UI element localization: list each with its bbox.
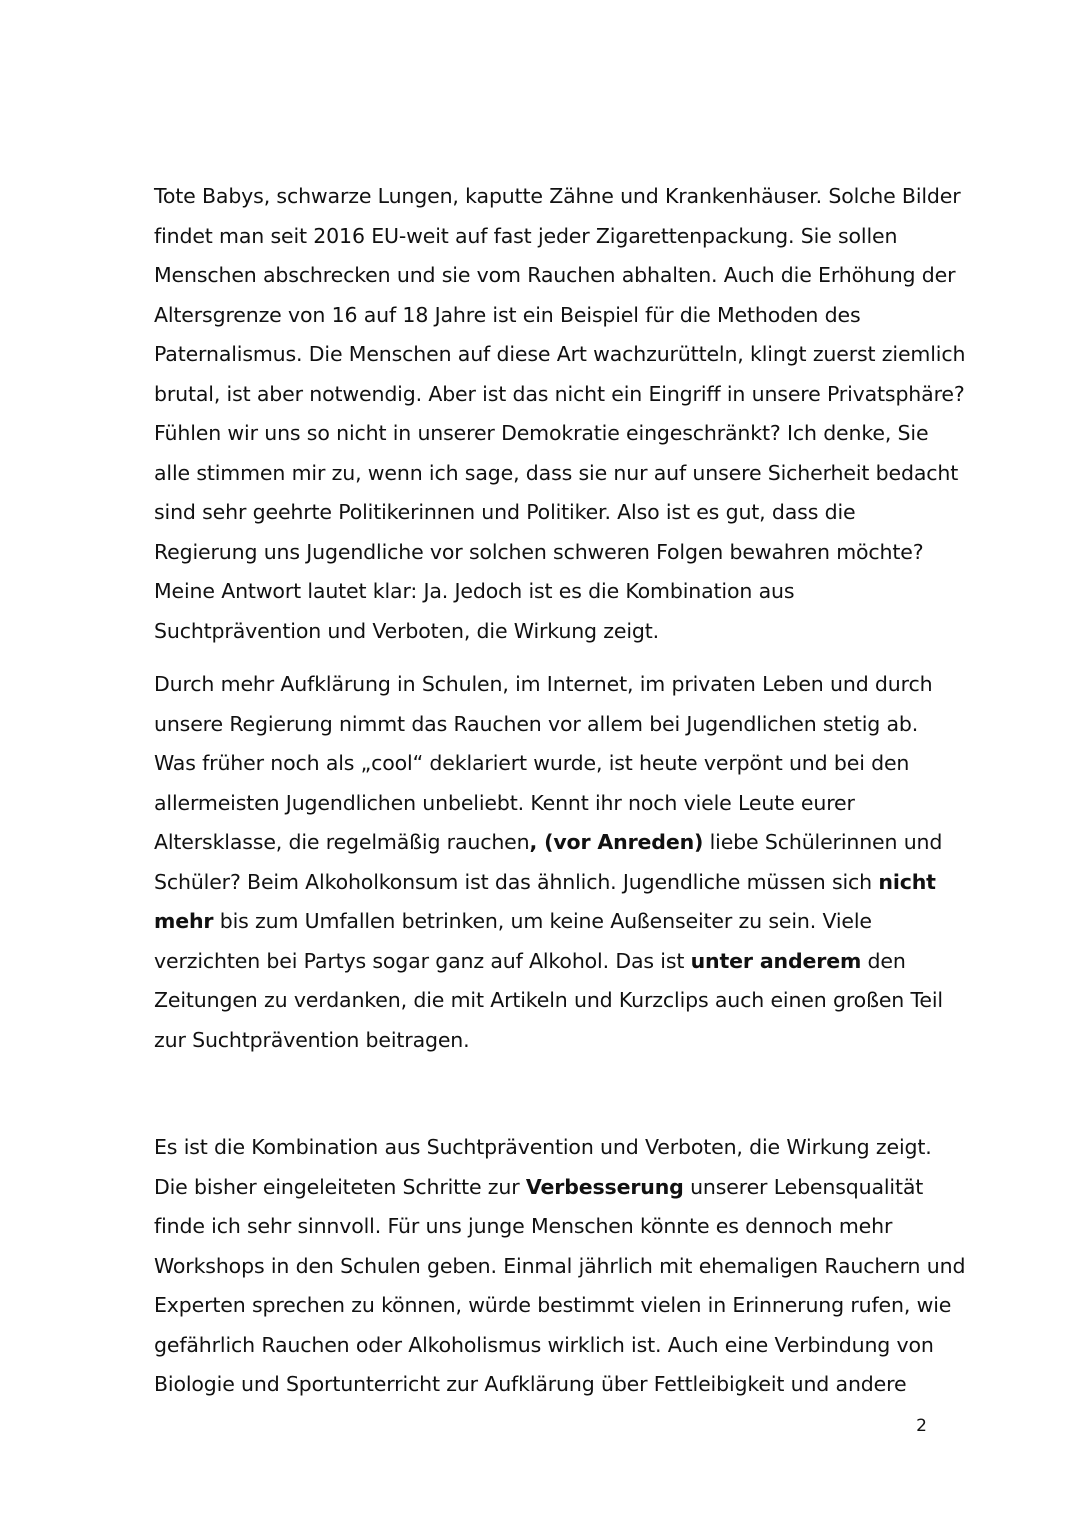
text-line [154,454,959,494]
text-line [154,1207,944,1247]
text-line [154,1128,944,1168]
text-line [154,705,944,745]
text-run: Altersklasse, die regelmäßig rauchen [154,830,530,854]
bold-text-run: unter anderem [690,948,862,973]
text-run: Die bisher eingeleiteten Schritte zur [154,1174,526,1199]
text-run: Was früher noch als „cool“ deklariert wurde, ist heute verpönt und bei den [154,751,910,775]
text-line [154,1286,952,1326]
text-line [154,784,944,824]
text-line [154,863,944,903]
text-line [154,981,944,1021]
paragraph-combination [154,1128,966,1405]
text-run: unserer Lebensqualität [683,1174,924,1199]
text-line [154,256,956,296]
text-line [154,177,961,217]
text-run: liebe Schülerinnen und [703,830,943,854]
text-line [154,375,965,415]
text-run: Suchtprävention und Verboten, die Wirkung zeigt. [154,618,660,643]
bold-text-run: mehr [154,909,214,933]
text-line [154,612,944,652]
text-line [154,823,944,863]
bold-text-run: nicht [878,869,936,894]
text-run: Regierung uns Jugendliche vor solchen schweren Folgen bewahren möchte? [154,539,924,564]
text-run: Tote Babys, schwarze Lungen, kaputte Zähne und Krankenhäuser. Solche Bilder [154,184,961,208]
text-run: Workshops in den Schulen geben. Einmal jährlich mit ehemaligen Rauchern und [154,1253,966,1278]
text-run: findet man seit 2016 EU-weit auf fast jeder Zigarettenpackung. Sie sollen [154,223,898,248]
text-run: Experten sprechen zu können, würde bestimmt vielen in Erinnerung rufen, wie [154,1293,952,1317]
text-run: Altersgrenze von 16 auf 18 Jahre ist ein Beispiel für die Methoden des [154,302,861,327]
text-line [154,942,944,982]
text-line [154,335,966,375]
text-line [154,217,944,257]
text-line [154,744,944,784]
text-run: brutal, ist aber notwendig. Aber ist das nicht ein Eingriff in unsere Privatsphäre? [154,381,965,406]
text-line [154,665,944,705]
text-run: finde ich sehr sinnvoll. Für uns junge Menschen könnte es dennoch mehr [154,1214,893,1238]
text-run: allermeisten Jugendlichen unbeliebt. Kennt ihr noch viele Leute eurer [154,790,855,815]
text-run: Zeitungen zu verdanken, die mit Artikeln und Kurzclips auch einen großen Teil [154,988,943,1012]
text-run: Schüler? Beim Alkoholkonsum ist das ähnlich. Jugendliche müssen sich [154,869,879,894]
text-run: Es ist die Kombination aus Suchtprävention und Verboten, die Wirkung zeigt. [154,1135,932,1159]
text-line [154,533,944,573]
text-line [154,902,944,942]
text-run: Meine Antwort lautet klar: Ja. Jedoch ist es die Kombination aus [154,579,795,603]
text-run: zur Suchtprävention beitragen. [154,1027,470,1052]
bold-text-run: Verbesserung [525,1174,684,1199]
text-line [154,414,944,454]
text-run: gefährlich Rauchen oder Alkoholismus wirklich ist. Auch eine Verbindung von [154,1332,934,1357]
text-line [154,296,944,336]
text-line [154,1326,944,1366]
paragraph-intro [154,177,966,651]
paragraph-prevention [154,665,944,1060]
text-line [154,1168,944,1208]
text-run: bis zum Umfallen betrinken, um keine Außenseiter zu sein. Viele [213,909,872,933]
text-run: verzichten bei Partys sogar ganz auf Alkohol. Das ist [154,948,691,973]
text-line [154,1247,966,1287]
text-run: unsere Regierung nimmt das Rauchen vor allem bei Jugendlichen stetig ab. [154,711,919,736]
bold-text-run: , (vor Anreden) [529,830,704,854]
text-line [154,572,944,612]
page-number: 2 [916,1416,927,1436]
text-run: Paternalismus. Die Menschen auf diese Art wachzurütteln, klingt zuerst ziemlich [154,342,966,366]
text-run: Menschen abschrecken und sie vom Rauchen abhalten. Auch die Erhöhung der [154,263,956,287]
text-line [154,493,944,533]
text-run: den [861,948,906,973]
text-line [154,1021,944,1061]
text-line [154,1365,944,1405]
text-run: alle stimmen mir zu, wenn ich sage, dass sie nur auf unsere Sicherheit bedacht [154,460,959,485]
text-run: sind sehr geehrte Politikerinnen und Politiker. Also ist es gut, dass die [154,500,856,524]
text-run: Fühlen wir uns so nicht in unserer Demokratie eingeschränkt? Ich denke, Sie [154,421,929,445]
text-run: Durch mehr Aufklärung in Schulen, im Internet, im privaten Leben und durch [154,672,933,696]
text-run: Biologie und Sportunterricht zur Aufklärung über Fettleibigkeit und andere [154,1372,907,1396]
